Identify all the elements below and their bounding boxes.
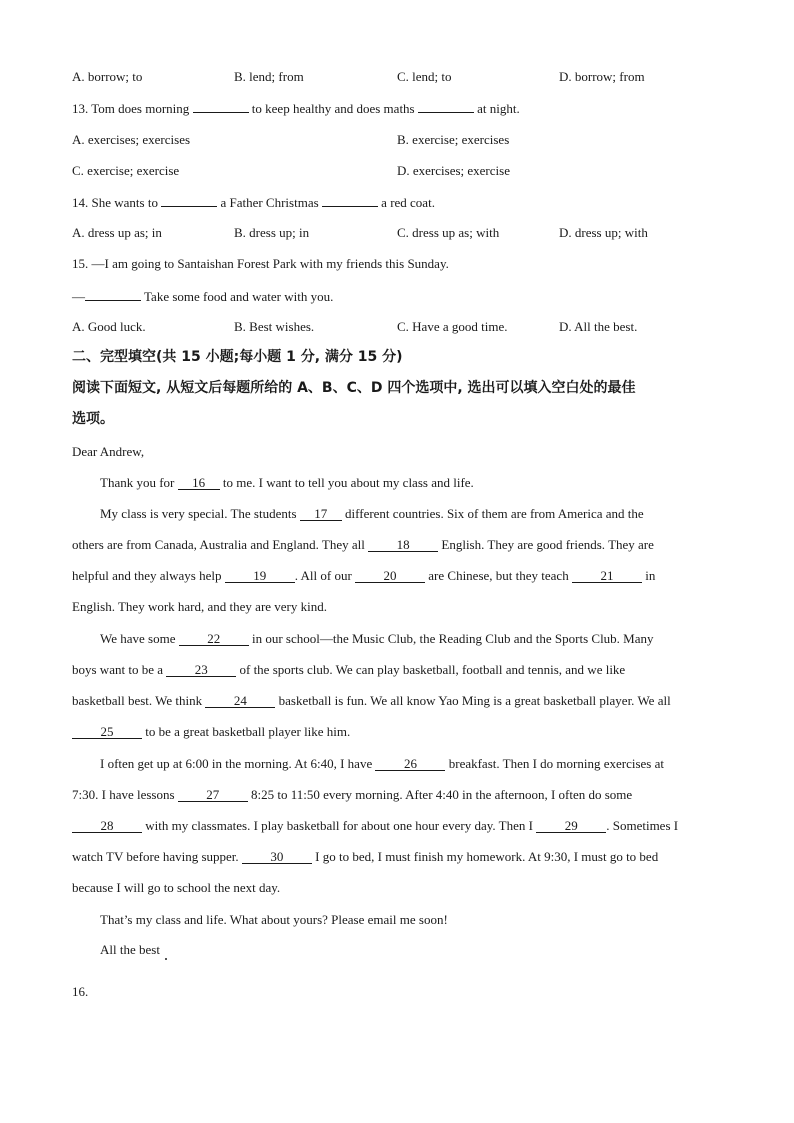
letter-line: That’s my class and life. What about yours? Please email me soon! <box>100 912 448 927</box>
letter-line: because I will go to school the next day. <box>72 880 281 895</box>
answer-blank <box>418 100 474 113</box>
letter-line: boys want to be a 23 of the sports club. We can play basketball, football and tennis, and we like <box>72 662 626 677</box>
answer-blank <box>193 100 249 113</box>
q13-option-c[interactable]: C. exercise; exercise <box>72 163 180 178</box>
letter-line: 7:30. I have lessons 27 8:25 to 11:50 every morning. After 4:40 in the afternoon, I often do some <box>72 787 633 802</box>
q13-option-d[interactable]: D. exercises; exercise <box>397 163 510 178</box>
letter-line: helpful and they always help 19 . All of our 20 are Chinese, but they teach 21 in <box>72 568 656 583</box>
q13-stem: 13. Tom does morning to keep healthy and does maths at night. <box>72 101 520 116</box>
q15-option-d[interactable]: D. All the best. <box>559 319 638 334</box>
q14-option-c[interactable]: C. dress up as; with <box>397 225 500 240</box>
answer-blank <box>322 194 378 207</box>
q15-line2: — Take some food and water with you. <box>72 289 334 304</box>
section-instructions: 阅读下面短文, 从短文后每题所给的 A、B、C、D 四个选项中, 选出可以填入空白处的最佳 <box>72 380 636 396</box>
q13-option-a[interactable]: A. exercises; exercises <box>72 132 191 147</box>
gap-23: 23 <box>166 663 236 677</box>
letter-greeting: Dear Andrew, <box>72 444 145 459</box>
q12-option-d[interactable]: D. borrow; from <box>559 69 645 84</box>
letter-line: My class is very special. The students 17 different countries. Six of them are from America and the <box>100 506 644 521</box>
q15-line1: 15. —I am going to Santaishan Forest Park with my friends this Sunday. <box>72 256 449 271</box>
q12-option-b[interactable]: B. lend; from <box>234 69 304 84</box>
section-instructions-cont: 选项。 <box>72 411 114 427</box>
q14-option-a[interactable]: A. dress up as; in <box>72 225 162 240</box>
q12-option-c[interactable]: C. lend; to <box>397 69 452 84</box>
gap-26: 26 <box>375 757 445 771</box>
letter-line: Thank you for 16 to me. I want to tell you about my class and life. <box>100 475 474 490</box>
letter-line: We have some 22 in our school—the Music Club, the Reading Club and the Sports Club. Many <box>100 631 654 646</box>
q14-option-d[interactable]: D. dress up; with <box>559 225 648 240</box>
letter-line: English. They work hard, and they are very kind. <box>72 599 327 614</box>
q15-option-c[interactable]: C. Have a good time. <box>397 319 508 334</box>
q14-option-b[interactable]: B. dress up; in <box>234 225 310 240</box>
letter-line: others are from Canada, Australia and England. They all 18 English. They are good friends. They are <box>72 537 654 552</box>
letter-line: basketball best. We think 24 basketball is fun. We all know Yao Ming is a great basketball player. We all <box>72 693 671 708</box>
answer-blank <box>161 194 217 207</box>
gap-24: 24 <box>205 694 275 708</box>
stray-dot <box>165 958 167 960</box>
q15-option-b[interactable]: B. Best wishes. <box>234 319 315 334</box>
q14-stem: 14. She wants to a Father Christmas a red coat. <box>72 195 435 210</box>
gap-29: 29 <box>536 819 606 833</box>
gap-21: 21 <box>572 569 642 583</box>
gap-17: 17 <box>300 507 342 521</box>
gap-22: 22 <box>179 632 249 646</box>
answer-blank <box>85 288 141 301</box>
gap-25: 25 <box>72 725 142 739</box>
section-title: 二、完型填空(共 15 小题;每小题 1 分, 满分 15 分) <box>72 349 403 365</box>
letter-line: 25 to be a great basketball player like him. <box>72 724 350 740</box>
gap-27: 27 <box>178 788 248 802</box>
gap-30: 30 <box>242 850 312 864</box>
gap-16: 16 <box>178 476 220 490</box>
q15-option-a[interactable]: A. Good luck. <box>72 319 146 334</box>
letter-line: watch TV before having supper. 30 I go to bed, I must finish my homework. At 9:30, I must go to bed <box>72 849 659 864</box>
question-16-label: 16. <box>72 984 89 999</box>
letter-closing: All the best <box>100 942 160 957</box>
gap-28: 28 <box>72 819 142 833</box>
letter-line: I often get up at 6:00 in the morning. At 6:40, I have 26 breakfast. Then I do morning exercises at <box>100 756 665 771</box>
gap-20: 20 <box>355 569 425 583</box>
gap-18: 18 <box>368 538 438 552</box>
letter-line: 28 with my classmates. I play basketball for about one hour every day. Then I 29 . Sometimes I <box>72 818 678 834</box>
gap-19: 19 <box>225 569 295 583</box>
q13-option-b[interactable]: B. exercise; exercises <box>397 132 510 147</box>
q12-option-a[interactable]: A. borrow; to <box>72 69 143 84</box>
